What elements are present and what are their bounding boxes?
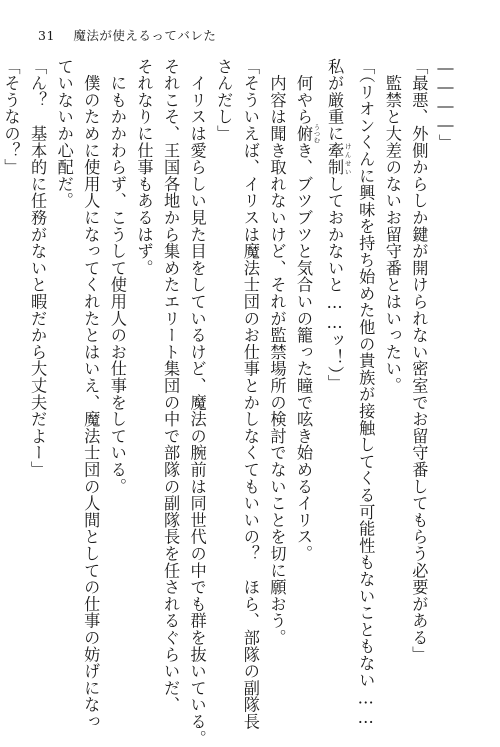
text-line: 「そうなの？」 xyxy=(1,58,21,176)
text-line: ――――」 xyxy=(436,58,455,151)
page-number: 31 xyxy=(38,28,55,43)
text-line: イリスは愛らしい見た目をしているけど、魔法の腕前は同世代の中でも群を抜いている。 xyxy=(187,58,207,747)
text-line: 僕のために使用人になってくれたとはいえ、魔法士団の人間としての仕事の妨げになっ xyxy=(81,58,101,730)
text-line: それこそ、王国各地から集めたエリート集団の中で部隊の副隊長を任されるぐらいだ、 xyxy=(161,58,181,714)
text-line: 「ん？ 基本的に任務がないと暇だから大丈夫だよー」 xyxy=(28,58,48,478)
text-line: さんだし」 xyxy=(214,58,234,142)
page-header xyxy=(38,26,216,44)
ruby-annotation: 俯 うつむ xyxy=(294,123,321,144)
text-line: 「（リオンくんに興味を持ち始めた他の貴族が接触してくる可能性もないこともない…… xyxy=(356,58,376,728)
text-line: ていないか心配だ。 xyxy=(54,58,74,210)
text-line: 監禁と大差のないお留守番とはいったい。 xyxy=(382,58,402,394)
text-line: 私が厳重に牽制 けんせいしておかないと……ッ！）」 xyxy=(325,58,352,392)
running-title: 魔法が使えるってバレた xyxy=(73,28,217,43)
vertical-body-text xyxy=(0,58,458,747)
text-line: 「最悪、外側からしか鍵が開けられない密室でお留守番してもらう必要がある」 xyxy=(409,58,429,663)
text-line: 「そういえば、イリスは魔法士団のお仕事とかしなくてもいいの？ ほら、部隊の副隊長 xyxy=(240,58,260,730)
text-line: 何やら俯 うつむき、ブツブツと気合いの籠った瞳で呟き始めるイリス。 xyxy=(294,58,321,563)
ruby-annotation: 牽制 けんせい xyxy=(325,142,352,176)
text-line: それなりに仕事もあるはず。 xyxy=(134,58,154,277)
text-line: 内容は聞き取れないけど、それが監禁場所の検討でないことを切に願おう。 xyxy=(267,58,287,646)
text-line: にもかかわらず、こうして使用人のお仕事をしている。 xyxy=(107,58,127,495)
